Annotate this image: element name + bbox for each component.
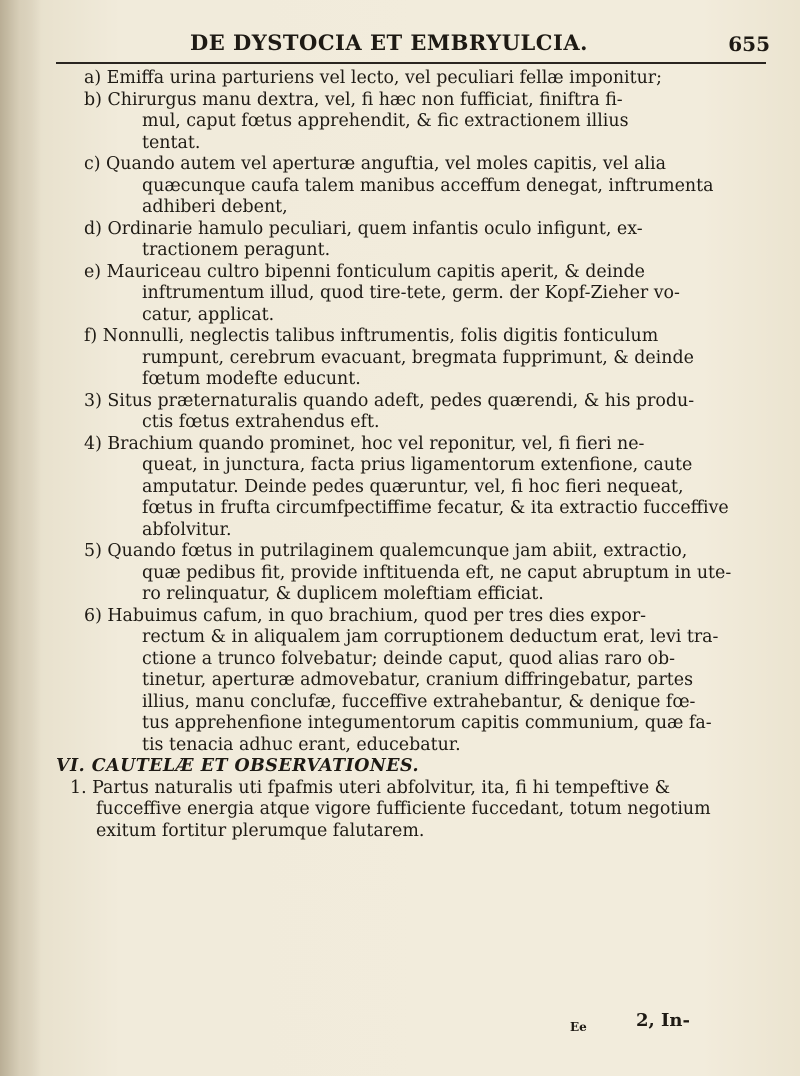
header-rule: [56, 62, 766, 64]
text-line: 6) Habuimus cafum, in quo brachium, quod per tres dies expor-: [84, 605, 647, 626]
catchword: 2, In-: [635, 1010, 690, 1031]
text-line: queat, in junctura, facta prius ligamentorum extenfione, caute: [142, 455, 693, 475]
text-line: ro relinquatur, & duplicem moleftiam efficiat.: [142, 584, 544, 604]
text-line: fœtus in frufta circumfpectiffime fecatur, & ita extractio fucceffive: [142, 498, 729, 518]
text-line: illius, manu conclufæ, fucceffive extrahebantur, & denique fœ-: [142, 691, 696, 712]
signature-mark: Ee: [570, 1020, 587, 1034]
text-line: f) Nonnulli, neglectis talibus inftrumentis, folis digitis fonticulum: [84, 326, 659, 346]
text-line: c) Quando autem vel aperturæ anguftia, vel moles capitis, vel alia: [84, 154, 666, 174]
text-line: amputatur. Deinde pedes quæruntur, vel, fi hoc fieri nequeat,: [142, 476, 684, 497]
text-line: a) Emiffa urina parturiens vel lecto, vel peculiari fellæ imponitur;: [84, 68, 662, 88]
text-line: exitum fortitur plerumque falutarem.: [96, 820, 425, 841]
text-line: tinetur, aperturæ admovebatur, cranium diffringebatur, partes: [142, 670, 694, 690]
text-line: rectum & in aliqualem jam corruptionem deductum erat, levi tra-: [142, 627, 719, 647]
text-line: quæ pedibus fit, provide inftituenda eft, ne caput abruptum in ute-: [142, 562, 732, 583]
text-line: tis tenacia adhuc erant, educebatur.: [142, 734, 461, 755]
body-text: [56, 68, 776, 842]
text-line: quæcunque caufa talem manibus acceffum denegat, inftrumenta: [142, 175, 714, 196]
text-line: ctione a trunco folvebatur; deinde caput, quod alias raro ob-: [142, 648, 675, 669]
page-number: 655: [728, 32, 770, 56]
text-line: tus apprehenfione integumentorum capitis communium, quæ fa-: [142, 713, 712, 733]
running-title: DE DYSTOCIA ET EMBRYULCIA.: [190, 30, 588, 55]
text-line: tractionem peragunt.: [142, 240, 331, 260]
text-line: rumpunt, cerebrum evacuant, bregmata fupprimunt, & deinde: [142, 347, 694, 368]
text-line: fucceffive energia atque vigore fufficiente fuccedant, totum negotium: [96, 799, 711, 819]
text-line: 5) Quando fœtus in putrilaginem qualemcunque jam abiit, extractio,: [84, 541, 688, 561]
text-line: tentat.: [142, 132, 201, 153]
text-line: fœtum modefte educunt.: [142, 369, 361, 389]
text-line: catur, applicat.: [142, 304, 275, 325]
book-gutter-shadow: [0, 0, 42, 1076]
text-line: mul, caput fœtus apprehendit, & fic extractionem illius: [142, 111, 629, 131]
text-line: 3) Situs præternaturalis quando adeft, pedes quærendi, & his produ-: [84, 390, 695, 411]
text-line: b) Chirurgus manu dextra, vel, fi hæc non fufficiat, finiftra fi-: [84, 89, 623, 110]
text-line: ctis fœtus extrahendus eft.: [142, 412, 380, 432]
text-line: abfolvitur.: [142, 519, 232, 540]
section-heading: VI. CAUTELÆ ET OBSERVATIONES.: [56, 756, 419, 776]
text-line: d) Ordinarie hamulo peculiari, quem infantis oculo infigunt, ex-: [84, 218, 643, 239]
text-line: 4) Brachium quando prominet, hoc vel reponitur, vel, fi fieri ne-: [84, 433, 645, 454]
text-line: inftrumentum illud, quod tire-tete, germ. der Kopf-Zieher vo-: [142, 283, 680, 303]
text-line: adhiberi debent,: [142, 197, 288, 217]
text-line: e) Mauriceau cultro bipenni fonticulum capitis aperit, & deinde: [84, 261, 645, 282]
text-line: 1. Partus naturalis uti fpafmis uteri abfolvitur, ita, fi hi tempeftive &: [70, 777, 671, 798]
page-header: [190, 30, 780, 60]
